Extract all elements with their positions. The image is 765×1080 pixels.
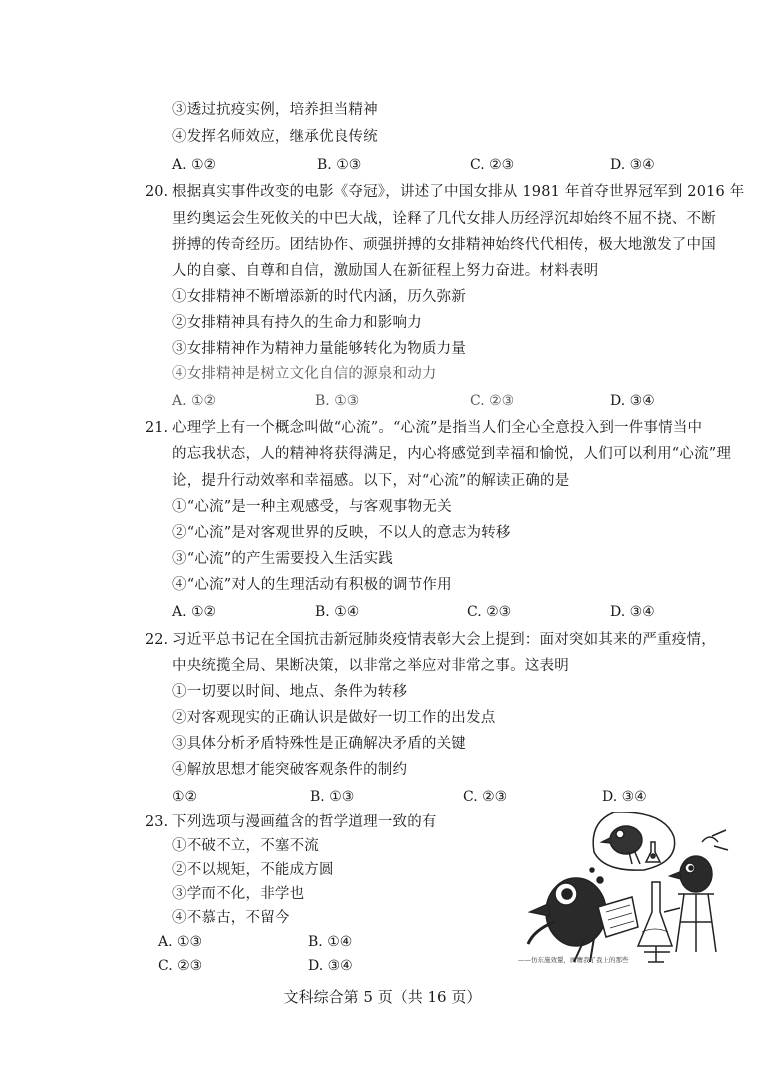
q20-item-1: ①女排精神不断增添新的时代内涵，历久弥新 — [172, 289, 466, 305]
q19-option-b: B. ①③ — [317, 157, 362, 173]
q21-item-3: ③“心流”的产生需要投入生活实践 — [172, 551, 394, 567]
q21-option-b: B. ①④ — [315, 604, 360, 620]
q21-item-2: ②“心流”是对客观世界的反映，不以人的意志为转移 — [172, 525, 511, 541]
q23-item-3: ③学而不化，非学也 — [172, 886, 305, 902]
q23-item-2: ②不以规矩，不能成方圆 — [172, 862, 334, 878]
cartoon-caption: ——仿东施效颦，画鹰我了我上的那些 — [518, 956, 629, 964]
q20-option-a: A. ①② — [172, 393, 217, 409]
q20-stem-line: 拼搏的传奇经历。团结协作、顽强拼搏的女排精神始终代代相传，极大地激发了中国 — [172, 237, 716, 253]
q20-number: 20. — [145, 184, 169, 200]
q20-option-d: D. ③④ — [610, 393, 655, 409]
q22-option-d: D. ③④ — [602, 789, 647, 805]
q21-stem-line: 论，提升行动效率和幸福感。以下，对“心流”的解读正确的是 — [172, 473, 570, 489]
q23-option-a: A. ①③ — [158, 934, 203, 950]
q23-option-b: B. ①④ — [308, 934, 353, 950]
q22-option-a: ①② — [172, 789, 198, 805]
q19-option-a: A. ①② — [172, 157, 217, 173]
q21-item-1: ①“心流”是一种主观感受，与客观事物无关 — [172, 499, 452, 515]
q21-option-d: D. ③④ — [610, 604, 655, 620]
q21-stem-line: 的忘我状态，人的精神将获得满足，内心将感觉到幸福和愉悦，人们可以利用“心流”理 — [172, 446, 732, 462]
q20-item-2: ②女排精神具有持久的生命力和影响力 — [172, 315, 422, 331]
q23-stem-line: 下列选项与漫画蕴含的哲学道理一致的有 — [172, 814, 437, 830]
q19-option-d: D. ③④ — [610, 157, 655, 173]
q22-item-2: ②对客观现实的正确认识是做好一切工作的出发点 — [172, 710, 496, 726]
q19-option-c: C. ②③ — [470, 157, 515, 173]
q20-item-3: ③女排精神作为精神力量能够转化为物质力量 — [172, 341, 466, 357]
q22-number: 22. — [145, 632, 169, 648]
q19-item-4: ④发挥名师效应，继承优良传统 — [172, 129, 378, 145]
q20-stem-line: 人的自豪、自尊和自信，激励国人在新征程上努力奋进。材料表明 — [172, 263, 599, 279]
q21-option-a: A. ①② — [172, 604, 217, 620]
q20-stem-line: 根据真实事件改变的电影《夺冠》，讲述了中国女排从 1981 年首夺世界冠军到 2016 年 — [172, 184, 745, 200]
q22-option-c: C. ②③ — [463, 789, 508, 805]
q19-item-3: ③透过抗疫实例，培养担当精神 — [172, 102, 378, 118]
page-footer: 文科综合第 5 页（共 16 页） — [283, 988, 482, 1006]
q20-stem-line: 里约奥运会生死攸关的中巴大战，诠释了几代女排人历经浮沉却始终不屈不挠、不断 — [172, 211, 716, 227]
q20-option-b: B. ①③ — [315, 393, 360, 409]
q22-item-1: ①一切要以时间、地点、条件为转移 — [172, 684, 408, 700]
q22-option-b: B. ①③ — [310, 789, 355, 805]
q22-item-4: ④解放思想才能突破客观条件的制约 — [172, 762, 408, 778]
q21-stem-line: 心理学上有一个概念叫做“心流”。“心流”是指当人们全心全意投入到一件事情当中 — [172, 420, 703, 436]
q22-stem-line: 中央统揽全局、果断决策，以非常之举应对非常之事。这表明 — [172, 658, 569, 674]
q22-stem-line: 习近平总书记在全国抗击新冠肺炎疫情表彰大会上提到：面对突如其来的严重疫情， — [172, 632, 716, 648]
q23-number: 23. — [145, 814, 169, 830]
q21-option-c: C. ②③ — [467, 604, 512, 620]
q21-item-4: ④“心流”对人的生理活动有积极的调节作用 — [172, 577, 452, 593]
q20-option-c: C. ②③ — [470, 393, 515, 409]
q21-number: 21. — [145, 420, 169, 436]
cartoon-illustration — [514, 812, 742, 972]
q22-item-3: ③具体分析矛盾特殊性是正确解决矛盾的关键 — [172, 736, 466, 752]
q23-item-1: ①不破不立，不塞不流 — [172, 838, 319, 854]
q23-item-4: ④不慕古，不留今 — [172, 910, 290, 926]
q23-option-d: D. ③④ — [308, 958, 353, 974]
q23-option-c: C. ②③ — [158, 958, 203, 974]
q20-item-4: ④女排精神是树立文化自信的源泉和动力 — [172, 366, 437, 382]
